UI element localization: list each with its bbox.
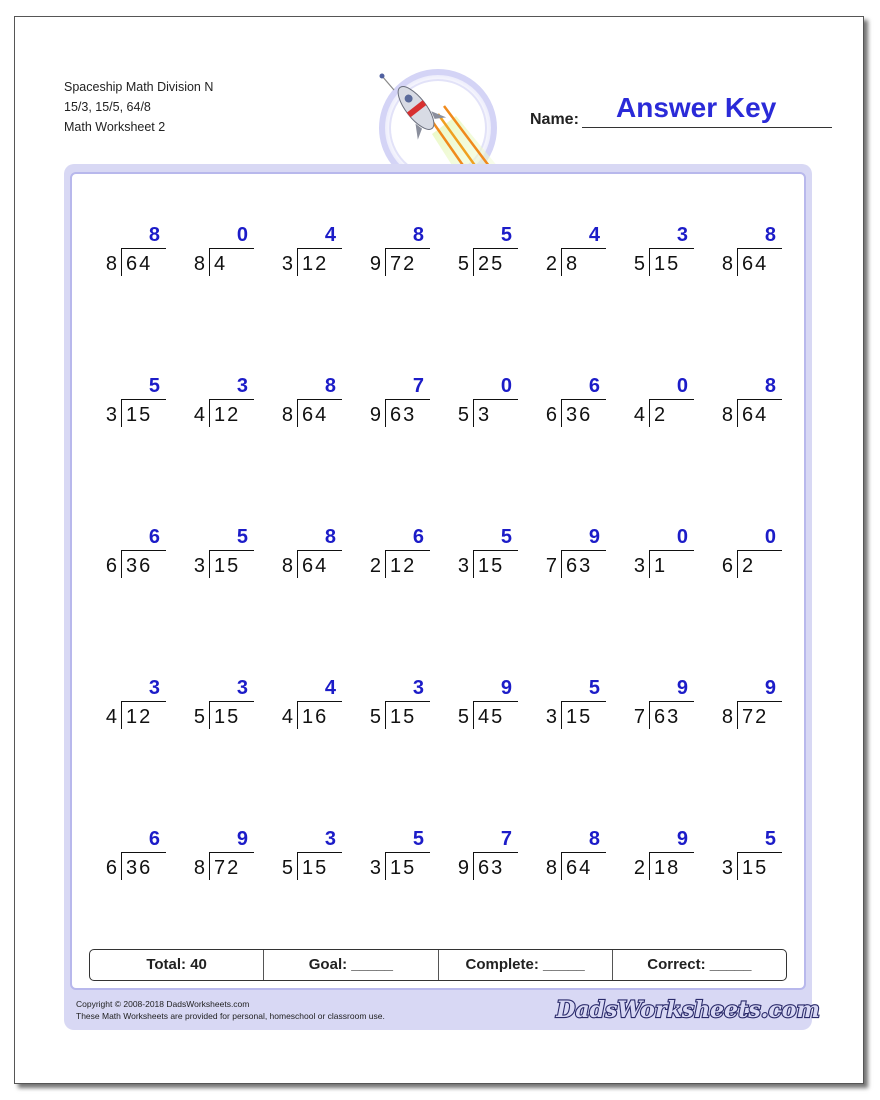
division-problem <box>702 224 782 284</box>
quotient-answer: 0 <box>676 375 688 397</box>
division-bracket <box>385 550 386 578</box>
dividend: 12 <box>214 404 241 426</box>
dividend: 63 <box>566 555 593 577</box>
division-bracket <box>121 248 122 276</box>
division-bar <box>562 550 606 551</box>
division-bracket <box>473 399 474 427</box>
division-problem <box>86 224 166 284</box>
answer-key-text: Answer Key <box>616 92 777 123</box>
division-bar <box>474 399 518 400</box>
divisor: 8 <box>281 555 294 577</box>
division-bracket <box>297 399 298 427</box>
score-goal[interactable]: Goal: _____ <box>264 950 438 980</box>
name-label: Name: <box>530 111 579 128</box>
dividend: 64 <box>742 404 769 426</box>
divisor: 3 <box>369 857 382 879</box>
divisor: 8 <box>721 253 734 275</box>
division-bracket-row <box>526 248 606 278</box>
name-field[interactable] <box>530 92 832 132</box>
division-bracket-row <box>526 701 606 731</box>
division-bracket <box>209 399 210 427</box>
quotient-answer: 9 <box>500 677 512 699</box>
division-bar <box>210 852 254 853</box>
dividend: 36 <box>566 404 593 426</box>
divisor: 5 <box>633 253 646 275</box>
quotient-answer: 6 <box>412 526 424 548</box>
quotient-answer: 5 <box>236 526 248 548</box>
division-bracket <box>297 852 298 880</box>
division-bracket <box>297 701 298 729</box>
quotient-answer: 0 <box>236 224 248 246</box>
divisor: 9 <box>457 857 470 879</box>
division-problem <box>526 828 606 888</box>
division-bracket-row <box>350 550 430 580</box>
division-bracket-row <box>614 852 694 882</box>
division-problem <box>614 828 694 888</box>
score-box <box>89 949 787 981</box>
division-bracket-row <box>614 248 694 278</box>
division-bracket <box>473 701 474 729</box>
division-bracket-row <box>438 852 518 882</box>
division-bracket <box>737 399 738 427</box>
brand-text: DadsWorksheets.com <box>556 997 820 1023</box>
dividend: 12 <box>302 253 329 275</box>
division-bar <box>386 399 430 400</box>
quotient-answer: 5 <box>500 224 512 246</box>
division-bracket <box>473 248 474 276</box>
dividend: 36 <box>126 555 153 577</box>
division-problem <box>262 224 342 284</box>
division-problem <box>174 677 254 737</box>
division-bracket-row <box>614 550 694 580</box>
dividend: 8 <box>566 253 580 275</box>
division-bar <box>210 550 254 551</box>
division-bar <box>562 701 606 702</box>
division-bracket-row <box>350 701 430 731</box>
division-problem <box>614 526 694 586</box>
divisor: 6 <box>545 404 558 426</box>
quotient-answer: 8 <box>412 224 424 246</box>
division-problem <box>350 224 430 284</box>
divisor: 8 <box>105 253 118 275</box>
division-bracket-row <box>86 701 166 731</box>
divisor: 5 <box>193 706 206 728</box>
division-bar <box>298 852 342 853</box>
division-bar <box>122 399 166 400</box>
quotient-answer: 9 <box>676 828 688 850</box>
divisor: 5 <box>457 253 470 275</box>
quotient-answer: 8 <box>764 224 776 246</box>
division-bracket-row <box>614 399 694 429</box>
division-problem <box>526 526 606 586</box>
quotient-answer: 8 <box>324 526 336 548</box>
division-problem <box>702 526 782 586</box>
division-bracket <box>297 248 298 276</box>
division-bracket <box>649 852 650 880</box>
quotient-answer: 0 <box>676 526 688 548</box>
division-bar <box>738 248 782 249</box>
division-problem <box>86 828 166 888</box>
division-problem <box>438 375 518 435</box>
quotient-answer: 3 <box>236 677 248 699</box>
division-bar <box>562 399 606 400</box>
division-bracket-row <box>262 550 342 580</box>
divisor: 5 <box>281 857 294 879</box>
division-problem <box>526 224 606 284</box>
division-bar <box>650 248 694 249</box>
division-bracket-row <box>614 701 694 731</box>
division-problem <box>438 677 518 737</box>
division-problem <box>262 526 342 586</box>
dividend: 64 <box>302 404 329 426</box>
dividend: 64 <box>126 253 153 275</box>
division-bracket <box>561 550 562 578</box>
quotient-answer: 8 <box>324 375 336 397</box>
dividend: 45 <box>478 706 505 728</box>
divisor: 8 <box>545 857 558 879</box>
division-bracket-row <box>702 550 782 580</box>
quotient-answer: 0 <box>764 526 776 548</box>
division-bracket <box>121 701 122 729</box>
division-bracket-row <box>702 248 782 278</box>
division-bar <box>386 701 430 702</box>
divisor: 2 <box>633 857 646 879</box>
division-bracket <box>737 701 738 729</box>
quotient-answer: 9 <box>236 828 248 850</box>
divisor: 8 <box>281 404 294 426</box>
dividend: 2 <box>742 555 756 577</box>
quotient-answer: 8 <box>764 375 776 397</box>
division-bracket-row <box>438 550 518 580</box>
dividend: 12 <box>126 706 153 728</box>
dividend: 36 <box>126 857 153 879</box>
quotient-answer: 5 <box>500 526 512 548</box>
division-bar <box>210 399 254 400</box>
division-bar <box>210 248 254 249</box>
division-bracket <box>385 852 386 880</box>
dividend: 4 <box>214 253 228 275</box>
division-bar <box>738 701 782 702</box>
division-bracket <box>121 399 122 427</box>
divisor: 8 <box>721 404 734 426</box>
division-bar <box>738 399 782 400</box>
division-bracket-row <box>174 701 254 731</box>
quotient-answer: 3 <box>676 224 688 246</box>
division-problem <box>350 375 430 435</box>
division-problem <box>614 375 694 435</box>
division-problem <box>438 828 518 888</box>
dividend: 15 <box>390 857 417 879</box>
division-bracket-row <box>174 399 254 429</box>
division-bar <box>738 852 782 853</box>
division-bracket <box>209 852 210 880</box>
division-bracket <box>649 550 650 578</box>
dividend: 25 <box>478 253 505 275</box>
divisor: 6 <box>105 555 118 577</box>
dividend: 63 <box>654 706 681 728</box>
divisor: 2 <box>369 555 382 577</box>
division-problem <box>174 526 254 586</box>
division-bracket <box>737 248 738 276</box>
dividend: 72 <box>214 857 241 879</box>
dividend: 1 <box>654 555 668 577</box>
worksheet-title: Spaceship Math Division N <box>64 80 214 94</box>
divisor: 3 <box>545 706 558 728</box>
quotient-answer: 9 <box>588 526 600 548</box>
division-problem <box>614 224 694 284</box>
quotient-answer: 7 <box>500 828 512 850</box>
usage-notice: These Math Worksheets are provided for personal, homeschool or classroom use. <box>76 1011 385 1021</box>
division-bracket-row <box>262 399 342 429</box>
division-bracket-row <box>438 248 518 278</box>
divisor: 4 <box>193 404 206 426</box>
divisor: 8 <box>193 253 206 275</box>
division-bar <box>298 550 342 551</box>
quotient-answer: 6 <box>148 526 160 548</box>
quotient-answer: 7 <box>412 375 424 397</box>
quotient-answer: 8 <box>588 828 600 850</box>
division-bracket <box>737 550 738 578</box>
copyright-text: Copyright © 2008-2018 DadsWorksheets.com <box>76 999 250 1009</box>
divisor: 4 <box>281 706 294 728</box>
division-problem <box>350 828 430 888</box>
division-bracket-row <box>526 399 606 429</box>
dividend: 15 <box>214 555 241 577</box>
division-bar <box>298 701 342 702</box>
divisor: 4 <box>633 404 646 426</box>
division-bracket <box>209 701 210 729</box>
division-bar <box>474 852 518 853</box>
footer-text <box>76 998 385 1022</box>
division-bracket <box>737 852 738 880</box>
division-bracket <box>209 550 210 578</box>
division-bracket-row <box>702 701 782 731</box>
division-bracket-row <box>174 550 254 580</box>
division-bracket <box>649 701 650 729</box>
division-problem <box>526 375 606 435</box>
division-problem <box>702 375 782 435</box>
divisor: 3 <box>457 555 470 577</box>
dividend: 64 <box>566 857 593 879</box>
division-bracket <box>297 550 298 578</box>
quotient-answer: 4 <box>588 224 600 246</box>
quotient-answer: 5 <box>148 375 160 397</box>
division-bar <box>122 701 166 702</box>
division-problem <box>86 677 166 737</box>
division-bracket <box>473 852 474 880</box>
name-underline <box>582 127 832 128</box>
score-correct[interactable]: Correct: _____ <box>647 956 752 973</box>
division-bar <box>386 550 430 551</box>
divisor: 7 <box>633 706 646 728</box>
divisor: 5 <box>457 404 470 426</box>
divisor: 3 <box>721 857 734 879</box>
division-bracket-row <box>438 701 518 731</box>
division-problem <box>702 677 782 737</box>
quotient-answer: 6 <box>588 375 600 397</box>
dividend: 12 <box>390 555 417 577</box>
divisor: 6 <box>105 857 118 879</box>
worksheet-subtitle: 15/3, 15/5, 64/8 <box>64 100 151 114</box>
quotient-answer: 5 <box>412 828 424 850</box>
quotient-answer: 8 <box>148 224 160 246</box>
division-bar <box>562 248 606 249</box>
divisor: 9 <box>369 404 382 426</box>
division-bar <box>650 852 694 853</box>
division-bar <box>738 550 782 551</box>
quotient-answer: 3 <box>236 375 248 397</box>
division-bracket-row <box>702 852 782 882</box>
division-bar <box>122 852 166 853</box>
divisor: 5 <box>369 706 382 728</box>
quotient-answer: 3 <box>412 677 424 699</box>
dividend: 15 <box>654 253 681 275</box>
quotient-answer: 6 <box>148 828 160 850</box>
division-bracket <box>385 701 386 729</box>
quotient-answer: 9 <box>676 677 688 699</box>
divisor: 3 <box>193 555 206 577</box>
dividend: 72 <box>742 706 769 728</box>
division-bracket <box>121 550 122 578</box>
division-problem <box>174 375 254 435</box>
division-bracket <box>561 701 562 729</box>
division-bar <box>650 550 694 551</box>
division-problem <box>702 828 782 888</box>
dividend: 16 <box>302 706 329 728</box>
division-bracket <box>473 550 474 578</box>
division-bracket <box>121 852 122 880</box>
division-bracket <box>649 399 650 427</box>
division-bar <box>474 701 518 702</box>
dividend: 64 <box>742 253 769 275</box>
divisor: 2 <box>545 253 558 275</box>
divisor: 5 <box>457 706 470 728</box>
quotient-answer: 5 <box>764 828 776 850</box>
dividend: 18 <box>654 857 681 879</box>
quotient-answer: 0 <box>500 375 512 397</box>
division-problem <box>614 677 694 737</box>
dadsworksheets-logo <box>556 990 820 1026</box>
division-bracket-row <box>86 399 166 429</box>
divisor: 8 <box>193 857 206 879</box>
division-bar <box>122 550 166 551</box>
dividend: 63 <box>478 857 505 879</box>
division-bar <box>474 248 518 249</box>
dividend: 64 <box>302 555 329 577</box>
quotient-answer: 5 <box>588 677 600 699</box>
division-problem <box>350 677 430 737</box>
division-bar <box>650 701 694 702</box>
quotient-answer: 3 <box>148 677 160 699</box>
divisor: 8 <box>721 706 734 728</box>
quotient-answer: 4 <box>324 224 336 246</box>
division-problem <box>86 526 166 586</box>
divisor: 4 <box>105 706 118 728</box>
dividend: 15 <box>478 555 505 577</box>
division-bar <box>386 248 430 249</box>
division-bracket-row <box>86 852 166 882</box>
division-problem <box>174 224 254 284</box>
division-bracket-row <box>262 701 342 731</box>
division-bar <box>298 248 342 249</box>
quotient-answer: 3 <box>324 828 336 850</box>
divisor: 3 <box>633 555 646 577</box>
division-bracket-row <box>174 852 254 882</box>
dividend: 72 <box>390 253 417 275</box>
division-bar <box>210 701 254 702</box>
divisor: 7 <box>545 555 558 577</box>
division-bracket-row <box>86 550 166 580</box>
division-problem <box>350 526 430 586</box>
division-bracket-row <box>350 248 430 278</box>
dividend: 63 <box>390 404 417 426</box>
division-bracket-row <box>262 248 342 278</box>
dividend: 15 <box>390 706 417 728</box>
worksheet-header <box>64 77 213 137</box>
division-bracket <box>385 399 386 427</box>
division-problem <box>174 828 254 888</box>
division-bracket-row <box>262 852 342 882</box>
division-bracket-row <box>350 852 430 882</box>
division-bar <box>298 399 342 400</box>
division-bracket-row <box>350 399 430 429</box>
quotient-answer: 9 <box>764 677 776 699</box>
divisor: 6 <box>721 555 734 577</box>
division-bracket <box>649 248 650 276</box>
dividend: 3 <box>478 404 492 426</box>
division-bracket <box>209 248 210 276</box>
division-problem <box>438 224 518 284</box>
division-bracket <box>561 852 562 880</box>
quotient-answer: 4 <box>324 677 336 699</box>
score-total: Total: 40 <box>90 950 264 980</box>
dividend: 15 <box>126 404 153 426</box>
division-bracket <box>561 399 562 427</box>
division-bracket-row <box>526 852 606 882</box>
division-bracket-row <box>438 399 518 429</box>
division-bar <box>386 852 430 853</box>
division-problem <box>262 828 342 888</box>
division-bracket-row <box>86 248 166 278</box>
division-problem <box>526 677 606 737</box>
divisor: 9 <box>369 253 382 275</box>
division-bar <box>122 248 166 249</box>
division-problem <box>438 526 518 586</box>
division-problem <box>86 375 166 435</box>
divisor: 3 <box>281 253 294 275</box>
score-complete[interactable]: Complete: _____ <box>439 950 613 980</box>
division-bracket-row <box>526 550 606 580</box>
dividend: 15 <box>566 706 593 728</box>
division-bracket-row <box>702 399 782 429</box>
dividend: 2 <box>654 404 668 426</box>
division-problem <box>262 677 342 737</box>
division-bracket <box>561 248 562 276</box>
divisor: 3 <box>105 404 118 426</box>
worksheet-number: Math Worksheet 2 <box>64 120 166 134</box>
division-bar <box>562 852 606 853</box>
dividend: 15 <box>742 857 769 879</box>
dividend: 15 <box>302 857 329 879</box>
division-bracket-row <box>174 248 254 278</box>
division-bar <box>474 550 518 551</box>
division-bracket <box>385 248 386 276</box>
dividend: 15 <box>214 706 241 728</box>
division-bar <box>650 399 694 400</box>
division-problem <box>262 375 342 435</box>
